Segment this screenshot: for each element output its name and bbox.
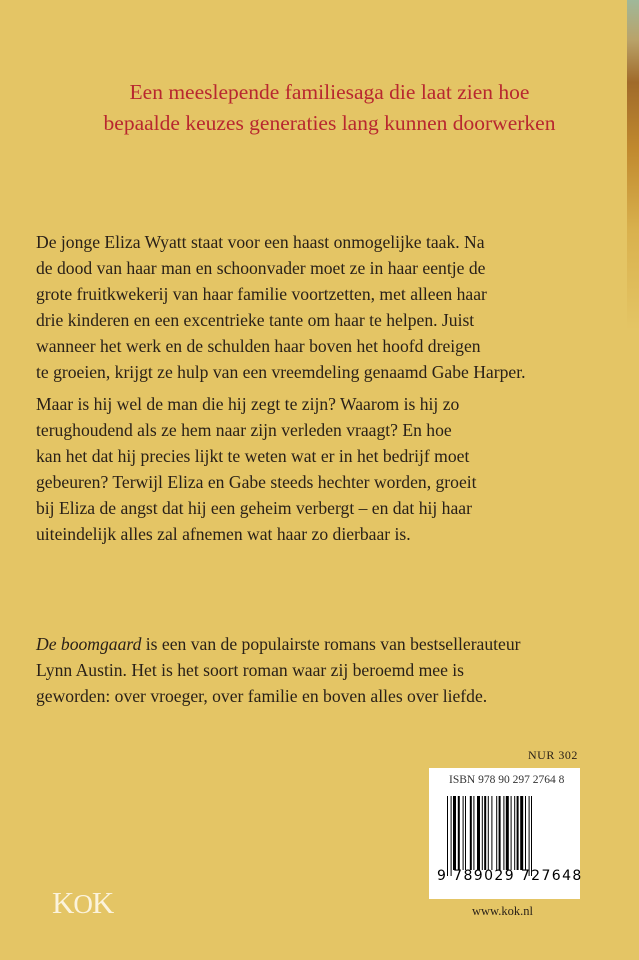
tagline-line: bepaalde keuzes generaties lang kunnen doorwerken — [103, 111, 556, 135]
cover-image-edge — [627, 0, 639, 330]
barcode-bar — [470, 796, 472, 870]
text-line: wanneer het werk en de schulden haar boven het hoofd dreigen — [36, 336, 481, 356]
barcode-bar — [525, 796, 526, 870]
text-line: uiteindelijk alles zal afnemen wat haar zo dierbaar is. — [36, 524, 411, 544]
barcode-bar — [451, 796, 452, 876]
barcode-bar — [482, 796, 483, 870]
blurb-paragraph-1 — [36, 229, 526, 385]
tagline-line: Een meeslepende familiesaga die laat zien hoe — [129, 80, 530, 104]
barcode-bar — [506, 796, 509, 870]
barcode-label — [429, 768, 583, 899]
publisher-logo: KOK — [52, 885, 114, 920]
barcode-bar — [453, 796, 456, 870]
text-line: bij Eliza de angst dat hij een geheim verbergt – en dat hij haar — [36, 498, 472, 518]
barcode-bar — [531, 796, 532, 876]
barcode-bar — [465, 796, 466, 870]
text-line: gebeuren? Terwijl Eliza en Gabe steeds hechter worden, groeit — [36, 472, 477, 492]
barcode-bar — [473, 796, 474, 870]
barcode-bar — [491, 796, 492, 870]
text-line: drie kinderen en een excentrieke tante om haar te helpen. Juist — [36, 310, 475, 330]
nur-code: NUR 302 — [528, 748, 578, 762]
barcode-bar — [499, 796, 501, 870]
blurb-paragraph-3 — [36, 631, 521, 709]
barcode-bar — [503, 796, 504, 870]
barcode-bar — [488, 796, 489, 870]
barcode-icon — [447, 796, 561, 876]
barcode-bar — [529, 796, 530, 876]
barcode-bar — [511, 796, 512, 870]
text-line: terughoudend als ze hem naar zijn verleden vraagt? En hoe — [36, 420, 452, 440]
text-line: geworden: over vroeger, over familie en boven alles over liefde. — [36, 686, 488, 706]
blurb-paragraph-2 — [36, 391, 477, 547]
text-line: De jonge Eliza Wyatt staat voor een haast onmogelijke taak. Na — [36, 232, 485, 252]
text-line: de dood van haar man en schoonvader moet ze in haar eentje de — [36, 258, 486, 278]
text-line: Lynn Austin. Het is het soort roman waar zij beroemd mee is — [36, 660, 465, 680]
barcode-bar — [484, 796, 486, 870]
book-title: De boomgaard — [36, 634, 142, 654]
tagline — [0, 77, 639, 139]
barcode-bar — [458, 796, 460, 870]
barcode-bar — [463, 796, 464, 870]
isbn-text: ISBN 978 90 297 2764 8 — [449, 774, 565, 786]
text-line: kan het dat hij precies lijkt te weten wat er in het bedrijf moet — [36, 446, 470, 466]
barcode-bar — [514, 796, 515, 870]
text-line: te groeien, krijgt ze hulp van een vreemdeling genaamd Gabe Harper. — [36, 362, 526, 382]
text-line: Maar is hij wel de man die hij zegt te zijn? Waarom is hij zo — [36, 394, 460, 414]
barcode-bar — [496, 796, 497, 870]
barcode-bar — [447, 796, 448, 876]
text-line: grote fruitkwekerij van haar familie voortzetten, met alleen haar — [36, 284, 487, 304]
barcode-bar — [520, 796, 523, 870]
barcode-bar — [477, 796, 480, 870]
text-fragment: is een van de populairste romans van bestsellerauteur — [141, 634, 521, 654]
website-link: www.kok.nl — [472, 904, 533, 918]
text-line — [36, 631, 521, 657]
barcode-digits: 9 789029 727648 — [437, 868, 583, 884]
barcode-bar — [517, 796, 519, 870]
